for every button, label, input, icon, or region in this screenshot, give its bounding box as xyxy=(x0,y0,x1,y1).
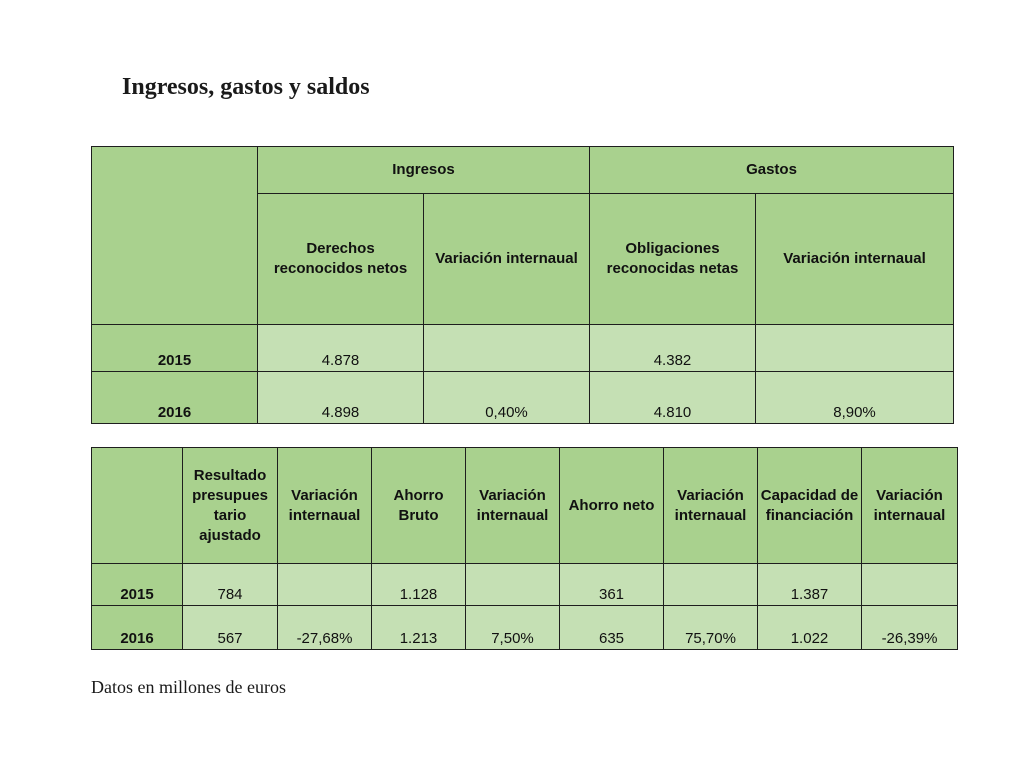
cell-obligaciones: 4.382 xyxy=(590,325,756,372)
col-header-resultado xyxy=(183,448,278,564)
cell-ahorro-bruto: 1.213 xyxy=(372,606,466,650)
cell-variacion-ahorro-bruto xyxy=(466,564,560,606)
row-year: 2015 xyxy=(92,325,258,372)
table-row xyxy=(92,325,954,372)
cell-variacion-resultado: -27,68% xyxy=(278,606,372,650)
cell-derechos: 4.878 xyxy=(258,325,424,372)
header-line: tario xyxy=(213,506,247,524)
table-corner-cell xyxy=(92,448,183,564)
page-title: Ingresos, gastos y saldos xyxy=(122,74,370,100)
cell-variacion-capacidad: -26,39% xyxy=(862,606,958,650)
cell-resultado: 784 xyxy=(183,564,278,606)
table-row xyxy=(92,606,958,650)
cell-derechos: 4.898 xyxy=(258,372,424,424)
group-header-gastos: Gastos xyxy=(590,147,954,194)
income-expenses-table xyxy=(91,146,954,424)
cell-ahorro-neto: 635 xyxy=(560,606,664,650)
col-header-derechos: Derechos reconocidos netos xyxy=(258,194,424,325)
table-corner-cell xyxy=(92,147,258,325)
cell-ahorro-neto: 361 xyxy=(560,564,664,606)
group-header-ingresos: Ingresos xyxy=(258,147,590,194)
cell-variacion-ahorro-bruto: 7,50% xyxy=(466,606,560,650)
header-line: ajustado xyxy=(199,526,261,544)
cell-resultado: 567 xyxy=(183,606,278,650)
cell-ahorro-bruto: 1.128 xyxy=(372,564,466,606)
cell-capacidad: 1.022 xyxy=(758,606,862,650)
cell-variacion-ingresos: 0,40% xyxy=(424,372,590,424)
cell-variacion-capacidad xyxy=(862,564,958,606)
row-year: 2016 xyxy=(92,606,183,650)
cell-variacion-ingresos xyxy=(424,325,590,372)
footnote: Datos en millones de euros xyxy=(91,677,286,697)
col-header-obligaciones: Obligaciones reconocidas netas xyxy=(590,194,756,325)
header-line: presupues xyxy=(192,486,268,504)
table-row xyxy=(92,372,954,424)
cell-variacion-resultado xyxy=(278,564,372,606)
cell-obligaciones: 4.810 xyxy=(590,372,756,424)
col-header-ahorro-neto: Ahorro neto xyxy=(560,448,664,564)
col-header-variacion-resultado: Variación internaual xyxy=(278,448,372,564)
row-year: 2016 xyxy=(92,372,258,424)
balances-table xyxy=(91,447,958,650)
row-year: 2015 xyxy=(92,564,183,606)
cell-variacion-ahorro-neto: 75,70% xyxy=(664,606,758,650)
col-header-variacion-capacidad: Variación internaual xyxy=(862,448,958,564)
col-header-capacidad: Capacidad de financiación xyxy=(758,448,862,564)
col-header-variacion-ingresos: Variación internaual xyxy=(424,194,590,325)
col-header-variacion-ahorro-bruto: Variación internaual xyxy=(466,448,560,564)
col-header-ahorro-bruto: Ahorro Bruto xyxy=(372,448,466,564)
col-header-variacion-ahorro-neto: Variación internaual xyxy=(664,448,758,564)
cell-variacion-ahorro-neto xyxy=(664,564,758,606)
cell-capacidad: 1.387 xyxy=(758,564,862,606)
cell-variacion-gastos xyxy=(756,325,954,372)
col-header-variacion-gastos: Variación internaual xyxy=(756,194,954,325)
table-row xyxy=(92,564,958,606)
cell-variacion-gastos: 8,90% xyxy=(756,372,954,424)
header-line: Resultado xyxy=(193,466,267,484)
